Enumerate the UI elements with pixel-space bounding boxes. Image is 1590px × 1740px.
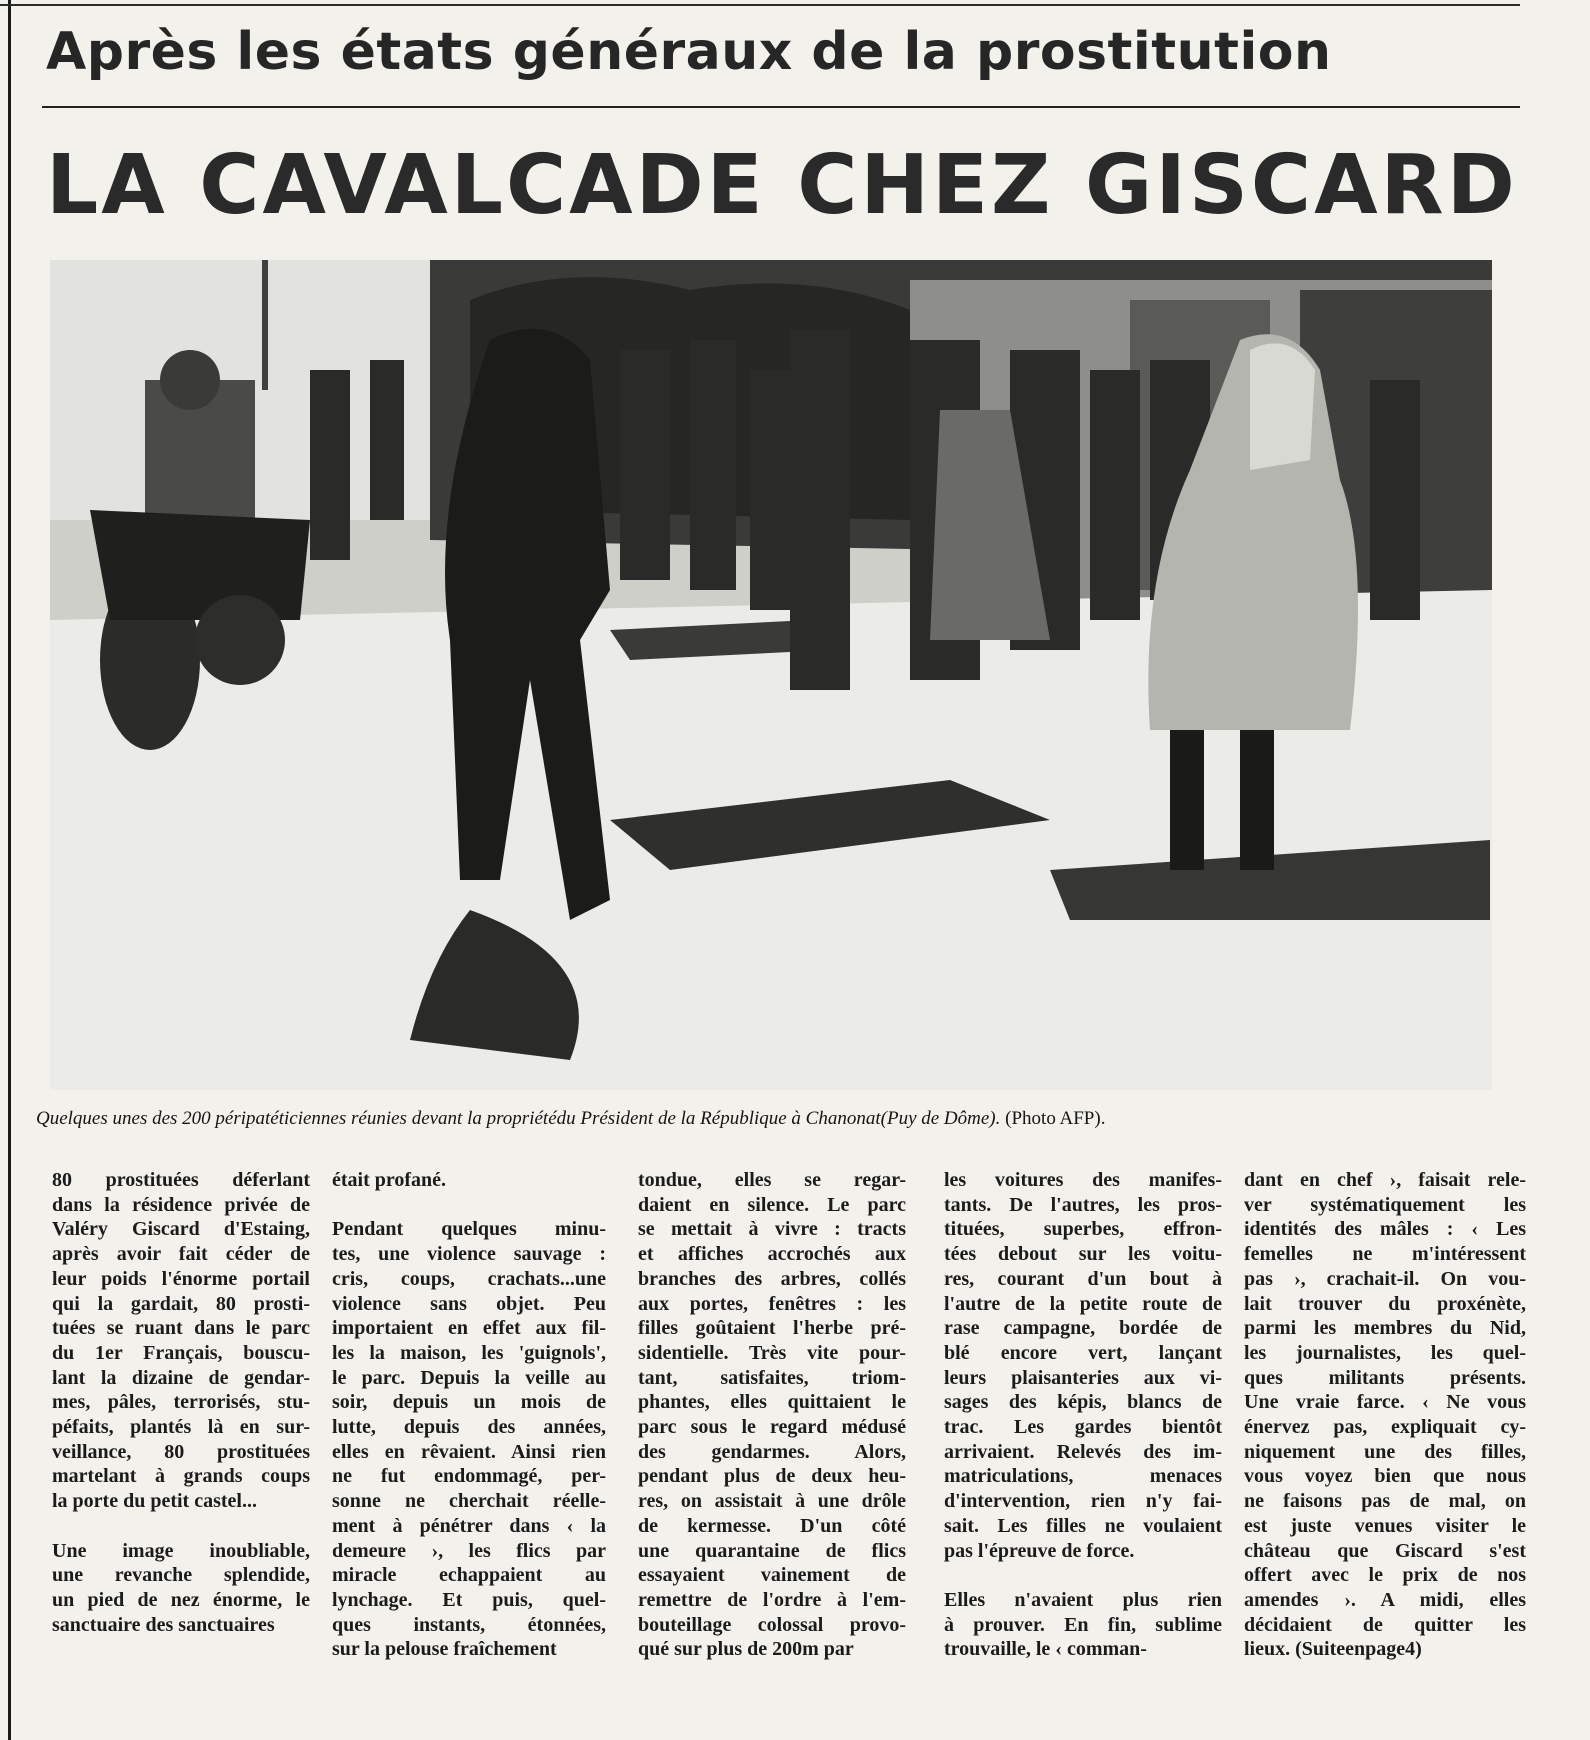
- text-line: tuées se ruant dans le parc: [52, 1317, 310, 1340]
- text-line: pas ›, crachait-il. On vou-: [1244, 1267, 1526, 1290]
- text-line: lant la dizaine de gendar-: [52, 1366, 310, 1389]
- text-line: ques instants, étonnées,: [332, 1613, 606, 1636]
- text-line: Une vraie farce. ‹ Ne vous: [1244, 1391, 1526, 1414]
- text-line: tant, satisfaites, triom-: [638, 1366, 906, 1389]
- text-line: du 1er Français, bouscu-: [52, 1341, 310, 1364]
- text-line: sait. Les filles ne voulaient: [944, 1514, 1222, 1537]
- text-line: les voitures des manifes-: [944, 1169, 1222, 1191]
- page-border-top: [0, 4, 1520, 6]
- column-4: [944, 1168, 1222, 1708]
- text-line: ment à pénétrer dans ‹ la: [332, 1514, 606, 1537]
- kicker-rule: [42, 106, 1520, 108]
- text-line: martelant à grands coups: [52, 1465, 310, 1488]
- text-line: tondue, elles se regar-: [638, 1169, 906, 1191]
- text-line: la porte du petit castel...: [52, 1490, 257, 1513]
- column-3: [638, 1168, 906, 1708]
- text-line: remettre de l'ordre à l'em-: [638, 1588, 906, 1611]
- text-line: leurs plaisanteries aux vi-: [944, 1366, 1222, 1389]
- text-line: femelles ne m'intéressent: [1244, 1243, 1526, 1266]
- text-line: trac. Les gardes bientôt: [944, 1416, 1222, 1439]
- text-line: miracle echappaient au: [332, 1564, 606, 1587]
- text-line: veillance, 80 prostituées: [52, 1440, 310, 1463]
- text-line: mes, pâles, terrorisés, stu-: [52, 1391, 310, 1414]
- text-line: ques militants présents.: [1244, 1366, 1526, 1389]
- page-border-left: [8, 0, 11, 1740]
- text-line: daient en silence. Le parc: [638, 1193, 906, 1216]
- text-line: un pied de nez énorme, le: [52, 1588, 310, 1611]
- paragraph-gap: [944, 1563, 1222, 1588]
- text-line: cris, coups, crachats...une: [332, 1267, 606, 1290]
- text-line: tées debout sur les voitu-: [944, 1243, 1222, 1266]
- column-5: [1244, 1168, 1526, 1708]
- text-line: ver systématiquement les: [1244, 1193, 1526, 1216]
- text-line: blé encore vert, lançant: [944, 1341, 1222, 1364]
- text-line: identités des mâles : ‹ Les: [1244, 1218, 1526, 1241]
- text-line: niquement une des filles,: [1244, 1440, 1526, 1463]
- text-line: arrivaient. Relevés des im-: [944, 1440, 1222, 1463]
- text-line: les la maison, les 'guignols',: [332, 1341, 606, 1364]
- article-headline: LA CAVALCADE CHEZ GISCARD: [46, 138, 1518, 233]
- text-line: parc sous le regard médusé: [638, 1416, 906, 1439]
- text-line: lynchage. Et puis, quel-: [332, 1588, 606, 1611]
- text-line: matriculations, menaces: [944, 1465, 1222, 1488]
- paragraph-gap: [332, 1193, 606, 1218]
- text-line: 80 prostituées déferlant: [52, 1169, 310, 1191]
- text-line: pendant plus de deux heu-: [638, 1465, 906, 1488]
- text-line: res, on assistait à une drôle: [638, 1490, 906, 1513]
- column-2: [332, 1168, 606, 1708]
- text-line: demeure ›, les flics par: [332, 1539, 606, 1562]
- text-line: lait trouver du proxénète,: [1244, 1292, 1526, 1315]
- text-line: violence sans objet. Peu: [332, 1292, 606, 1315]
- text-line: sidentielle. Très vite pour-: [638, 1341, 906, 1364]
- text-line: ne faisons pas de mal, on: [1244, 1490, 1526, 1513]
- column-1: [52, 1168, 310, 1708]
- article-body: [46, 1168, 1526, 1708]
- text-line: bouteillage colossal provo-: [638, 1613, 906, 1636]
- text-line: parmi les membres du Nid,: [1244, 1317, 1526, 1340]
- text-line: château que Giscard s'est: [1244, 1539, 1526, 1562]
- text-line: dans la résidence privée de: [52, 1193, 310, 1216]
- text-line: qué sur plus de 200m par: [638, 1638, 854, 1661]
- text-line: vous voyez bien que nous: [1244, 1465, 1526, 1488]
- text-line: leur poids l'énorme portail: [52, 1267, 310, 1290]
- text-line: Elles n'avaient plus rien: [944, 1588, 1222, 1611]
- text-line: une revanche splendide,: [52, 1564, 310, 1587]
- text-line: Pendant quelques minu-: [332, 1218, 606, 1241]
- text-line: sur la pelouse fraîchement: [332, 1638, 557, 1661]
- photo-caption: [36, 1108, 1536, 1130]
- text-line: sanctuaire des sanctuaires: [52, 1613, 275, 1636]
- text-line: à prouver. En fin, sublime: [944, 1613, 1222, 1636]
- text-line: dant en chef ›, faisait rele-: [1244, 1169, 1526, 1191]
- text-line: le parc. Depuis la veille au: [332, 1366, 606, 1389]
- text-line: tants. De l'autres, les pros-: [944, 1193, 1222, 1216]
- caption-text: Quelques unes des 200 péripatéticiennes réunies devant la propriétédu Président de la République à Chanonat(Puy de Dôme).: [36, 1108, 1001, 1129]
- text-line: importaient en effet aux fil-: [332, 1317, 606, 1340]
- paragraph-gap: [52, 1514, 310, 1539]
- text-line: lutte, depuis des années,: [332, 1416, 606, 1439]
- text-line: les journalistes, les quel-: [1244, 1341, 1526, 1364]
- text-line: qui la gardait, 80 prosti-: [52, 1292, 310, 1315]
- text-line: soir, depuis un mois de: [332, 1391, 606, 1414]
- text-line: elles en rêvaient. Ainsi rien: [332, 1440, 606, 1463]
- text-line: tituées, superbes, effron-: [944, 1218, 1222, 1241]
- text-line: branches des arbres, collés: [638, 1267, 906, 1290]
- text-line: filles goûtaient l'herbe pré-: [638, 1317, 906, 1340]
- text-line: ne fut endommagé, per-: [332, 1465, 606, 1488]
- text-line: rase campagne, bordée de: [944, 1317, 1222, 1340]
- article-kicker: Après les états généraux de la prostitution: [46, 22, 1332, 82]
- article-photo: [50, 260, 1492, 1090]
- text-line: Valéry Giscard d'Estaing,: [52, 1218, 310, 1241]
- text-line: pas l'épreuve de force.: [944, 1539, 1135, 1562]
- text-line: l'autre de la petite route de: [944, 1292, 1222, 1315]
- text-line: trouvaille, le ‹ comman-: [944, 1638, 1147, 1661]
- text-line: Une image inoubliable,: [52, 1539, 310, 1562]
- text-line: sages des képis, blancs de: [944, 1391, 1222, 1414]
- text-line: offert avec le prix de nos: [1244, 1564, 1526, 1587]
- text-line: est juste venues visiter le: [1244, 1514, 1526, 1537]
- caption-credit: (Photo AFP).: [1000, 1108, 1106, 1129]
- text-line: était profané.: [332, 1169, 447, 1191]
- text-line: se mettait à vivre : tracts: [638, 1218, 906, 1241]
- text-line: une quarantaine de flics: [638, 1539, 906, 1562]
- text-line: amendes ›. A midi, elles: [1244, 1588, 1526, 1611]
- text-line: péfaits, plantés là en sur-: [52, 1416, 310, 1439]
- text-line: lieux. (Suiteenpage4): [1244, 1638, 1422, 1661]
- text-line: de kermesse. D'un côté: [638, 1514, 906, 1537]
- text-line: essayaient vainement de: [638, 1564, 906, 1587]
- text-line: après avoir fait céder de: [52, 1243, 310, 1266]
- text-line: des gendarmes. Alors,: [638, 1440, 906, 1463]
- photo-illustration: [50, 260, 1492, 1090]
- text-line: énervez pas, expliquait cy-: [1244, 1416, 1526, 1439]
- text-line: d'intervention, rien n'y fai-: [944, 1490, 1222, 1513]
- text-line: décidaient de quitter les: [1244, 1613, 1526, 1636]
- text-line: aux portes, fenêtres : les: [638, 1292, 906, 1315]
- text-line: res, courant d'un bout à: [944, 1267, 1222, 1290]
- text-line: et affiches accrochés aux: [638, 1243, 906, 1266]
- text-line: tes, une violence sauvage :: [332, 1243, 606, 1266]
- text-line: sonne ne cherchait réelle-: [332, 1490, 606, 1513]
- text-line: phantes, elles quittaient le: [638, 1391, 906, 1414]
